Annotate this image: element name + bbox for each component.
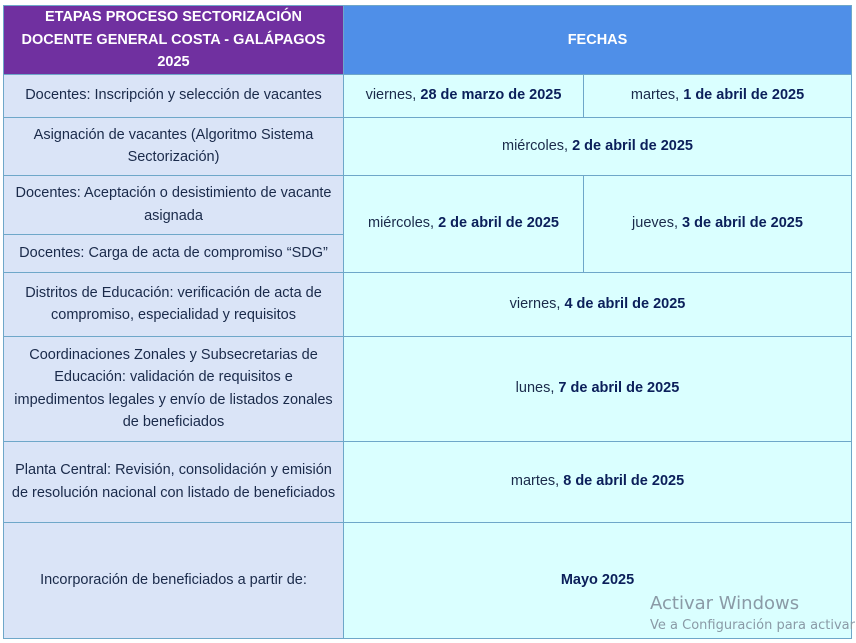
date-cell: [344, 272, 852, 336]
stage-cell: Coordinaciones Zonales y Subsecretarias de Educación: validación de requisitos e impedimentos legales y envío de listados zonales de beneficiados: [4, 336, 344, 441]
header-fechas: FECHAS: [344, 6, 852, 75]
date-day: viernes,: [365, 87, 421, 104]
table-row: [4, 522, 852, 638]
date-cell: [344, 117, 852, 175]
stage-cell: Asignación de vacantes (Algoritmo Sistema Sectorización): [4, 117, 344, 175]
table-row: [4, 74, 852, 117]
date-cell-start: [344, 175, 584, 272]
stage-cell: Docentes: Carga de acta de compromiso “SDG”: [4, 234, 344, 272]
date-cell-start: [344, 74, 584, 117]
date-day: jueves,: [632, 215, 683, 232]
date-value: 2 de abril de 2025: [572, 137, 693, 154]
schedule-table: [3, 5, 852, 639]
date-value: 8 de abril de 2025: [563, 473, 685, 490]
date-day: martes,: [630, 87, 684, 104]
stage-cell: Docentes: Inscripción y selección de vacantes: [4, 74, 344, 117]
date-cell-end: [584, 175, 852, 272]
date-cell: [344, 441, 852, 522]
date-value: 1 de abril de 2025: [683, 87, 805, 104]
date-cell-end: [584, 74, 852, 117]
table-row: [4, 175, 852, 234]
date-day: miércoles,: [501, 137, 573, 154]
date-value: 4 de abril de 2025: [564, 295, 686, 312]
table-row: [4, 272, 852, 336]
table-header-row: [4, 6, 852, 75]
date-cell: [344, 336, 852, 441]
stage-cell: Distritos de Educación: verificación de acta de compromiso, especialidad y requisitos: [4, 272, 344, 336]
date-value: 7 de abril de 2025: [558, 380, 680, 397]
date-day: miércoles,: [367, 215, 439, 232]
stage-cell: Planta Central: Revisión, consolidación y emisión de resolución nacional con listado de beneficiados: [4, 441, 344, 522]
stage-cell: Incorporación de beneficiados a partir de:: [4, 522, 344, 638]
table-row: [4, 336, 852, 441]
date-day: lunes,: [515, 380, 559, 397]
date-value: 3 de abril de 2025: [682, 215, 803, 232]
date-value: 28 de marzo de 2025: [420, 87, 562, 104]
stage-cell: Docentes: Aceptación o desistimiento de vacante asignada: [4, 175, 344, 234]
date-value: Mayo 2025: [560, 571, 635, 588]
date-day: martes,: [510, 473, 564, 490]
date-value: 2 de abril de 2025: [438, 215, 559, 232]
date-day: viernes,: [509, 295, 565, 312]
header-etapas: ETAPAS PROCESO SECTORIZACIÓN DOCENTE GENERAL COSTA - GALÁPAGOS 2025: [4, 6, 344, 75]
watermark-subtitle: Ve a Configuración para activar: [650, 618, 855, 633]
table-row: [4, 117, 852, 175]
table-row: [4, 441, 852, 522]
date-cell: [344, 522, 852, 638]
watermark-title: Activar Windows: [650, 593, 800, 614]
